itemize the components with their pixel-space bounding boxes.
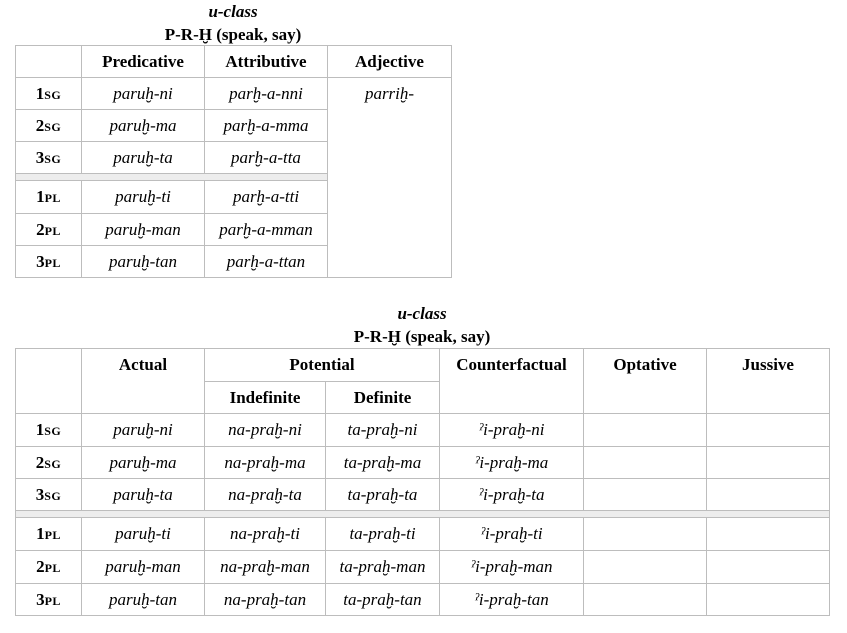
form-cell: paruḫ-ni [82,78,205,110]
separator-cell [16,511,830,518]
table1-subtitle: u-class [208,2,258,21]
form-cell: na-praḫ-ni [205,414,326,447]
form-cell: ˀi-praḫ-man [440,551,584,584]
form-cell: paruḫ-tan [82,246,205,278]
form-cell: paruḫ-ti [82,518,205,551]
empty-cell [707,414,830,447]
header-potential: Potential [205,349,440,382]
form-cell: ˀi-praḫ-ma [440,447,584,479]
table-row [16,479,830,511]
form-cell: parḫ-a-ttan [205,246,328,278]
table-row [16,447,830,479]
table2-subtitle: u-class [397,304,447,323]
header-definite: Definite [326,382,440,414]
row-label-2pl: 2PL [16,551,82,584]
table-row [16,551,830,584]
header-attributive: Attributive [205,46,328,78]
row-label-2sg: 2SG [16,447,82,479]
table1-paradigm [15,45,452,278]
form-cell: parḫ-a-mma [205,110,328,142]
form-cell: parḫ-a-tti [205,181,328,214]
header-counterfactual: Counterfactual [440,349,584,414]
form-cell: ta-praḫ-ni [326,414,440,447]
form-cell: ta-praḫ-man [326,551,440,584]
row-label-3sg: 3SG [16,479,82,511]
header-indefinite: Indefinite [205,382,326,414]
form-cell: ta-praḫ-tan [326,584,440,616]
form-cell: paruḫ-ma [82,110,205,142]
empty-cell [584,518,707,551]
header-predicative: Predicative [82,46,205,78]
form-cell: parḫ-a-nni [205,78,328,110]
row-label-3pl: 3PL [16,246,82,278]
header-actual: Actual [82,349,205,414]
table-row [16,414,830,447]
form-cell: na-praḫ-ti [205,518,326,551]
empty-cell [707,551,830,584]
empty-cell [584,479,707,511]
row-label-1sg: 1SG [16,414,82,447]
form-cell: na-praḫ-ma [205,447,326,479]
form-cell: ˀi-praḫ-tan [440,584,584,616]
empty-cell [584,584,707,616]
table2-corner-cell [16,349,82,414]
empty-cell [584,447,707,479]
row-label-3pl: 3PL [16,584,82,616]
row-label-2pl: 2PL [16,214,82,246]
header-jussive: Jussive [707,349,830,414]
form-cell: ˀi-praḫ-ta [440,479,584,511]
empty-cell [584,414,707,447]
table1-corner-cell [16,46,82,78]
form-cell: paruḫ-man [82,214,205,246]
form-cell: ˀi-praḫ-ti [440,518,584,551]
form-cell: ta-praḫ-ti [326,518,440,551]
form-cell: paruḫ-ma [82,447,205,479]
table2-title: P-R-Ḫ (speak, say) [353,327,491,346]
form-cell: parḫ-a-mman [205,214,328,246]
table2-paradigm [15,348,830,616]
row-label-3sg: 3SG [16,142,82,174]
empty-cell [707,479,830,511]
form-cell: paruḫ-man [82,551,205,584]
form-cell: na-praḫ-man [205,551,326,584]
form-cell: paruḫ-tan [82,584,205,616]
empty-cell [707,518,830,551]
header-optative: Optative [584,349,707,414]
form-cell: ta-praḫ-ma [326,447,440,479]
empty-cell [707,447,830,479]
form-cell: na-praḫ-tan [205,584,326,616]
form-cell: paruḫ-ti [82,181,205,214]
empty-cell [584,551,707,584]
table-row [16,78,452,110]
form-cell: paruḫ-ta [82,142,205,174]
form-cell: ta-praḫ-ta [326,479,440,511]
form-cell: ˀi-praḫ-ni [440,414,584,447]
separator-row [16,511,830,518]
table-row [16,518,830,551]
header-adjective: Adjective [328,46,452,78]
form-cell: parḫ-a-tta [205,142,328,174]
row-label-1pl: 1PL [16,518,82,551]
table1-caption [15,0,451,46]
row-label-1pl: 1PL [16,181,82,214]
empty-cell [707,584,830,616]
adjective-form-cell: parriḫ- [328,78,452,278]
row-label-2sg: 2SG [16,110,82,142]
form-cell: paruḫ-ta [82,479,205,511]
form-cell: paruḫ-ni [82,414,205,447]
row-label-1sg: 1SG [16,78,82,110]
table1-title: P-R-Ḫ (speak, say) [164,25,302,44]
separator-cell [16,174,328,181]
table-row [16,584,830,616]
table2-caption [15,302,829,348]
form-cell: na-praḫ-ta [205,479,326,511]
